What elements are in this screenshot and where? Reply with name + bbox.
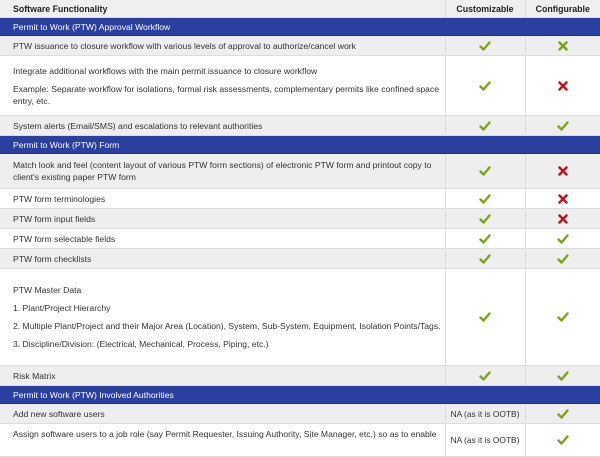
section-title: Permit to Work (PTW) Form [0, 136, 600, 154]
table-row [0, 366, 600, 386]
section-header-involved-authorities [0, 386, 600, 404]
table-row [0, 209, 600, 229]
table-header-row [0, 0, 600, 18]
na-ootb-label: NA (as it is OOTB) [450, 435, 520, 445]
check-icon [557, 120, 569, 132]
section-title: Permit to Work (PTW) Approval Workflow [0, 18, 600, 36]
table-row [0, 116, 600, 136]
row-text-item-1: 1. Plant/Project Hierarchy [13, 303, 111, 313]
header-configurable: Configurable [525, 0, 600, 18]
section-header-approval-workflow [0, 18, 600, 36]
check-icon [479, 213, 491, 225]
row-text: PTW form input fields [13, 213, 96, 224]
check-icon [557, 434, 569, 446]
row-text: Risk Matrix [13, 370, 56, 381]
row-text-item-2: 2. Multiple Plant/Project and their Major Area (Location), System, Sub-System, Equipment, Isolation Points/Tags. [13, 321, 441, 331]
check-icon [557, 370, 569, 382]
check-icon [557, 408, 569, 420]
check-icon [479, 233, 491, 245]
table-row [0, 404, 600, 424]
row-text: Assign software users to a job role (say Permit Requester, Issuing Authority, Site Manager, etc.) so as to enable [13, 429, 437, 439]
check-icon [479, 253, 491, 265]
row-text-item-3: 3. Discipline/Division: (Electrical, Mechanical, Process, Piping, etc.) [13, 339, 269, 349]
row-text: PTW form selectable fields [13, 233, 116, 244]
table-row [0, 154, 600, 189]
cross-green-icon [557, 40, 569, 52]
na-ootb-label: NA (as it is OOTB) [450, 408, 520, 419]
check-icon [479, 311, 491, 323]
cross-icon [557, 193, 569, 205]
row-text: PTW form checklists [13, 253, 92, 264]
check-icon [479, 165, 491, 177]
row-text: PTW issuance to closure workflow with various levels of approval to authorize/cancel work [13, 40, 356, 51]
table-row [0, 269, 600, 366]
check-icon [557, 233, 569, 245]
table-row [0, 249, 600, 269]
check-icon [479, 193, 491, 205]
table-row [0, 189, 600, 209]
table-row [0, 36, 600, 56]
row-text: Add new software users [13, 408, 105, 419]
row-text: Match look and feel (content layout of various PTW form sections) of electronic PTW form and printout copy to client's existing paper PTW form [13, 160, 432, 182]
check-icon [479, 40, 491, 52]
check-icon [557, 253, 569, 265]
section-header-ptw-form [0, 136, 600, 154]
row-text-example: Example: Separate workflow for isolations, formal risk assessments, complementary permits like confined space entry, etc. [13, 83, 440, 106]
section-title: Permit to Work (PTW) Involved Authorities [0, 386, 600, 404]
check-icon [557, 311, 569, 323]
cross-icon [557, 213, 569, 225]
table-row [0, 56, 600, 116]
row-text: System alerts (Email/SMS) and escalations to relevant authorities [13, 120, 263, 131]
cross-icon [557, 80, 569, 92]
check-icon [479, 120, 491, 132]
table-row [0, 229, 600, 249]
row-text: Integrate additional workflows with the main permit issuance to closure workflow [13, 65, 318, 76]
header-customizable: Customizable [445, 0, 525, 18]
row-text: PTW Master Data [13, 285, 82, 295]
cross-icon [557, 165, 569, 177]
check-icon [479, 80, 491, 92]
header-software-functionality: Software Functionality [0, 0, 445, 18]
table-row [0, 424, 600, 457]
row-text: PTW form terminologies [13, 193, 106, 204]
check-icon [479, 370, 491, 382]
